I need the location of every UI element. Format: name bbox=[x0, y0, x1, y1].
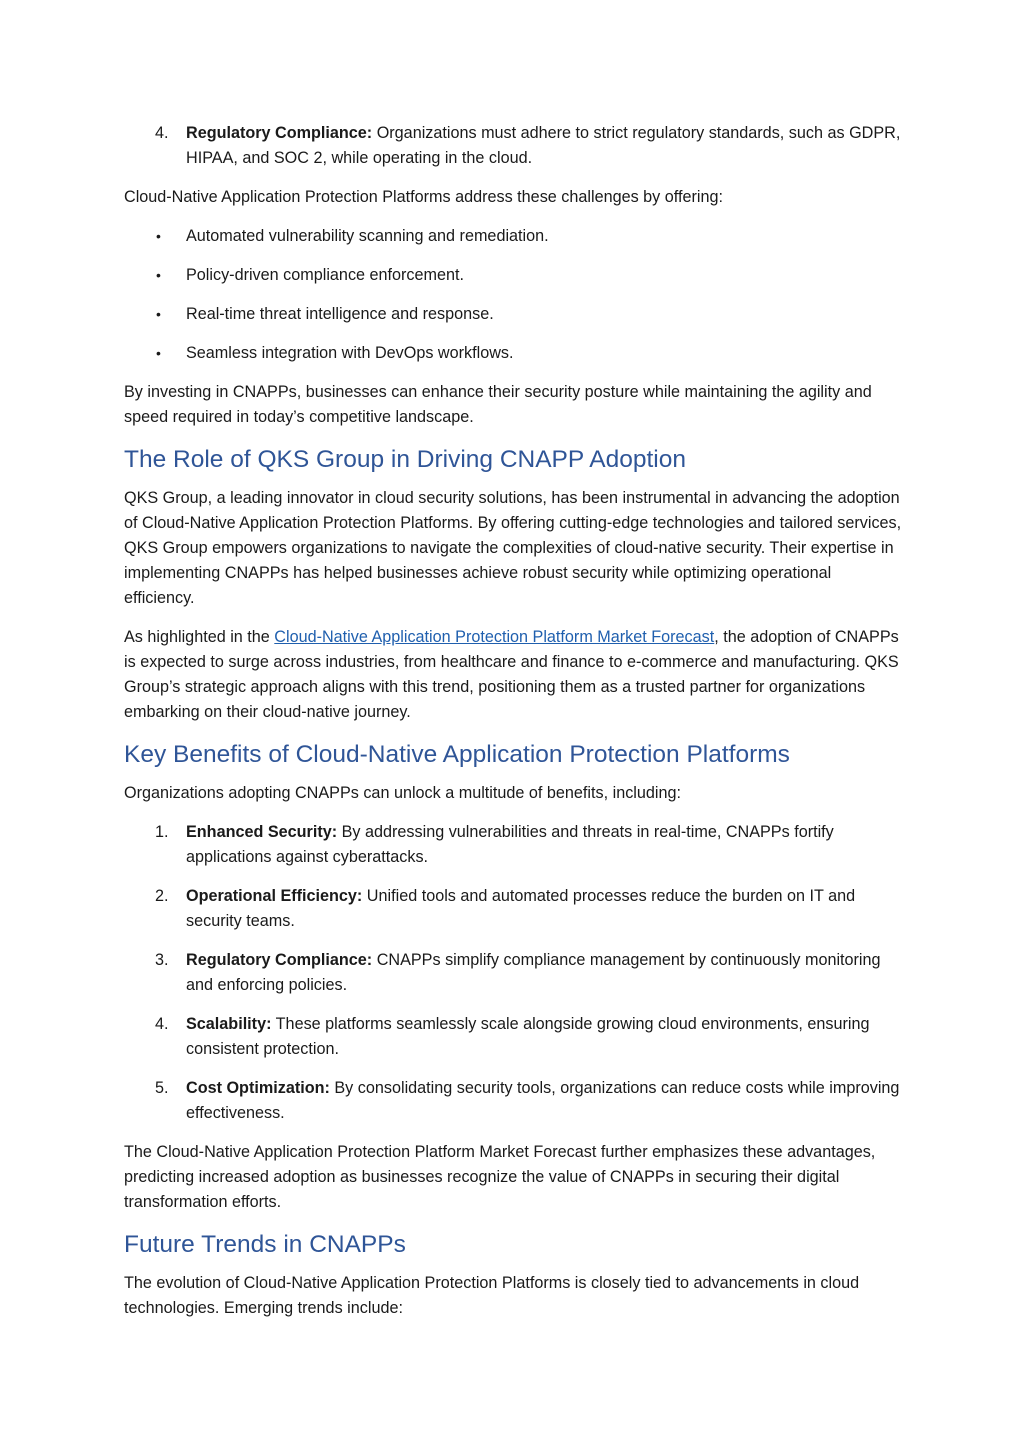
benefits-intro-paragraph: Organizations adopting CNAPPs can unlock a multitude of benefits, including: bbox=[124, 784, 681, 802]
benefits-numbered-list bbox=[124, 820, 904, 1126]
list-item bbox=[124, 302, 904, 327]
forecast-paragraph bbox=[124, 625, 904, 725]
list-item bbox=[124, 820, 904, 870]
bullet-marker: • bbox=[156, 228, 161, 244]
qks-paragraph: QKS Group, a leading innovator in cloud security solutions, has been instrumental in advancing the adoption of Cloud-Native Application Protection Platforms. By offering cutting-edge technologies and tailored services, QKS Group empowers organizations to navigate the complexities of cloud-native security. Their expertise in implementing CNAPPs has helped businesses achieve robust security while optimizing operational efficiency. bbox=[124, 489, 902, 607]
section-heading-qks-role: The Role of QKS Group in Driving CNAPP Adoption bbox=[124, 446, 686, 473]
list-item bbox=[124, 1012, 904, 1062]
market-forecast-link[interactable]: Cloud-Native Application Protection Platform Market Forecast bbox=[274, 628, 715, 646]
bullet-marker: • bbox=[156, 345, 161, 361]
list-item bbox=[124, 263, 904, 288]
list-term: Enhanced Security: bbox=[186, 823, 338, 841]
forecast-text-before: As highlighted in the bbox=[124, 628, 275, 646]
intro-paragraph: Cloud-Native Application Protection Platforms address these challenges by offering: bbox=[124, 188, 723, 206]
section-heading-benefits: Key Benefits of Cloud-Native Application Protection Platforms bbox=[124, 741, 790, 768]
list-item bbox=[124, 948, 904, 998]
list-item bbox=[124, 1076, 904, 1126]
bullet-text: Seamless integration with DevOps workflows. bbox=[186, 344, 514, 362]
list-item bbox=[124, 121, 904, 171]
list-number: 5. bbox=[155, 1079, 169, 1097]
list-text: By consolidating security tools, organizations can reduce costs while improving effectiveness. bbox=[186, 1079, 900, 1122]
forecast-text-after: , the adoption of CNAPPs is expected to surge across industries, from healthcare and finance to e-commerce and manufacturing. QKS Group’s strategic approach aligns with this trend, positioning them as a trusted partner for organizations embarking on their cloud-native journey. bbox=[124, 628, 899, 721]
list-number: 4. bbox=[155, 124, 169, 142]
list-text: Organizations must adhere to strict regulatory standards, such as GDPR, HIPAA, and SOC 2, while operating in the cloud. bbox=[186, 124, 901, 167]
offerings-bullet-list bbox=[124, 224, 904, 366]
list-text: These platforms seamlessly scale alongside growing cloud environments, ensuring consistent protection. bbox=[186, 1015, 870, 1058]
list-item bbox=[124, 224, 904, 249]
list-item bbox=[124, 341, 904, 366]
list-text: By addressing vulnerabilities and threats in real-time, CNAPPs fortify applications against cyberattacks. bbox=[186, 823, 834, 866]
list-term: Operational Efficiency: bbox=[186, 887, 363, 905]
list-text: Unified tools and automated processes reduce the burden on IT and security teams. bbox=[186, 887, 856, 930]
list-number: 1. bbox=[155, 823, 169, 841]
list-term: Regulatory Compliance: bbox=[186, 951, 373, 969]
bullet-text: Real-time threat intelligence and response. bbox=[186, 305, 494, 323]
list-term: Regulatory Compliance: bbox=[186, 124, 373, 142]
bullet-text: Automated vulnerability scanning and remediation. bbox=[186, 227, 549, 245]
bullet-marker: • bbox=[156, 306, 161, 322]
investing-paragraph: By investing in CNAPPs, businesses can enhance their security posture while maintaining the agility and speed required in today’s competitive landscape. bbox=[124, 383, 872, 426]
section-heading-future-trends: Future Trends in CNAPPs bbox=[124, 1231, 406, 1258]
list-item bbox=[124, 884, 904, 934]
list-term: Cost Optimization: bbox=[186, 1079, 330, 1097]
benefits-closing-paragraph: The Cloud-Native Application Protection Platform Market Forecast further emphasizes these advantages, predicting increased adoption as businesses recognize the value of CNAPPs in securing their digital transformation efforts. bbox=[124, 1143, 876, 1211]
list-term: Scalability: bbox=[186, 1015, 272, 1033]
list-number: 4. bbox=[155, 1015, 169, 1033]
challenges-numbered-list bbox=[124, 121, 904, 171]
trends-paragraph: The evolution of Cloud-Native Application Protection Platforms is closely tied to advancements in cloud technologies. Emerging trends include: bbox=[124, 1274, 860, 1317]
document-page bbox=[124, 121, 904, 1335]
list-text: CNAPPs simplify compliance management by continuously monitoring and enforcing policies. bbox=[186, 951, 881, 994]
bullet-marker: • bbox=[156, 267, 161, 283]
bullet-text: Policy-driven compliance enforcement. bbox=[186, 266, 465, 284]
list-number: 2. bbox=[155, 887, 169, 905]
list-number: 3. bbox=[155, 951, 169, 969]
